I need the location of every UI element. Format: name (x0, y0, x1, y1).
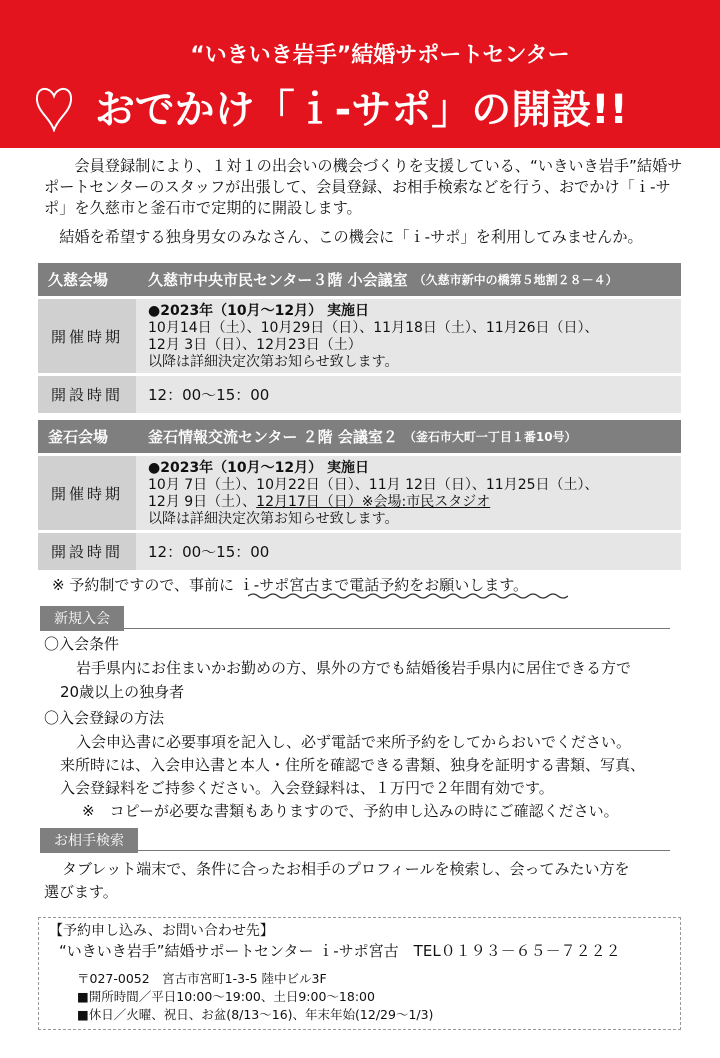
venue-kuji (38, 263, 681, 413)
period-body (136, 456, 681, 530)
condition-line-1: 岩手県内にお住まいかお勤めの方、県外の方でも結婚後岩手県内に居住できる方で (76, 659, 632, 677)
period-line-1: 10月14日（土）、10月29日（日）、11月18日（土）、11月26日（日）、 (148, 320, 599, 336)
method-line-2: 来所時には、入会申込書と本人・住所を確認できる書類、独身を証明する書類、写真、 (60, 756, 646, 774)
search-line-1: タブレット端末で、条件に合ったお相手のプロフィールを検索し、会ってみたい方を (62, 860, 630, 878)
search-line-2: 選びます。 (44, 883, 118, 901)
venue-name: 久慈市中央市民センター３階 小会議室 (148, 271, 408, 289)
intro-paragraph-2: 結婚を希望する独身男女のみなさん、この機会に「ｉ-サポ」を利用してみませんか。 (59, 228, 643, 246)
period-row (38, 299, 681, 373)
period-line-2b: 12月17日（日）※会場:市民スタジオ (256, 494, 491, 510)
contact-details (77, 970, 433, 1024)
venue-label: 釜石会場 (48, 428, 109, 446)
condition-line-2: 20歳以上の独身者 (60, 683, 185, 701)
period-line-2: 12月 3日（日）、12月23日（土） (148, 337, 362, 353)
wavy-underline (248, 592, 568, 600)
time-label: 開設時間 (38, 533, 136, 570)
venue-address: （釜石市大町一丁目１番10号） (403, 430, 577, 444)
period-line-1: 10月 7日（土）、10月22日（日）、11月 12日（日）、11月25日（土）、 (148, 477, 599, 493)
contact-holidays: ■休日／火曜、祝日、お盆(8/13～16)、年末年始(12/29～1/3) (77, 1007, 434, 1022)
venue-kamaishi (38, 420, 681, 570)
time-value: 12：00～15：00 (136, 376, 681, 413)
period-row (38, 456, 681, 530)
period-body (136, 299, 681, 373)
contact-box (38, 917, 681, 1030)
time-row (38, 533, 681, 570)
time-row (38, 376, 681, 413)
venue-header (38, 420, 681, 453)
condition-title: 〇入会条件 (44, 635, 120, 653)
contact-heading: 【予約申し込み、お問い合わせ先】 (49, 923, 274, 939)
section-new-member (40, 606, 670, 629)
method-line-1: 入会申込書に必要事項を記入し、必ず電話で来所予約をしてからおいでください。 (76, 733, 632, 751)
method-line-4: ※ コピーが必要な書類もありますので、予約申し込みの時にご確認ください。 (82, 802, 619, 820)
intro-paragraph-1: 会員登録制により、１対１の出会いの機会づくりを支援している、“いきいき岩手”結婚サポートセンターのスタッフが出張して、会員登録、お相手検索などを行う、おでかけ「ｉ-サポ」を久慈市と釜石市で定期的に開設します。 (44, 157, 683, 217)
section-partner-search (40, 828, 670, 851)
section-heading: お相手検索 (40, 828, 138, 853)
period-line-3: 以降は詳細決定次第お知らせ致します。 (148, 354, 399, 370)
reservation-note: ※ 予約制ですので、事前に ｉ-サポ宮古まで電話予約をお願いします。 (52, 576, 529, 594)
venue-address: （久慈市新中の橋第５地割２８－４） (413, 273, 618, 287)
intro-text (44, 156, 684, 248)
section-heading: 新規入会 (40, 606, 124, 631)
period-line-3: 以降は詳細決定次第お知らせ致します。 (148, 511, 399, 527)
method-title: 〇入会登録の方法 (44, 709, 165, 727)
header-subtitle: “いきいき岩手”結婚サポートセンター (190, 43, 570, 68)
contact-hours: ■開所時間／平日10:00～19:00、土日9:00～18:00 (77, 989, 375, 1004)
heart-icon (34, 84, 74, 132)
venue-name: 釜石情報交流センター ２階 会議室２ (148, 428, 398, 446)
period-line-2a: 12月 9日（土）、 (148, 494, 257, 510)
period-head: ●2023年（10月～12月） 実施日 (148, 303, 370, 319)
period-head: ●2023年（10月～12月） 実施日 (148, 460, 370, 476)
period-label: 開催時期 (38, 299, 136, 373)
method-line-3: 入会登録料をご持参ください。入会登録料は、１万円で２年間有効です。 (60, 779, 554, 797)
page-title: おでかけ「ｉ-サポ」の開設!! (95, 87, 628, 133)
period-label: 開催時期 (38, 456, 136, 530)
time-label: 開設時間 (38, 376, 136, 413)
venue-label: 久慈会場 (48, 271, 109, 289)
time-value: 12：00～15：00 (136, 533, 681, 570)
venue-header (38, 263, 681, 296)
contact-address: 〒027-0052 宮古市宮町1-3-5 陸中ビル3F (77, 971, 327, 986)
contact-org: “いきいき岩手”結婚サポートセンター ｉ-サポ宮古 TEL０１９３－６５－７２２２ (59, 942, 621, 960)
period-line-2 (148, 494, 669, 511)
